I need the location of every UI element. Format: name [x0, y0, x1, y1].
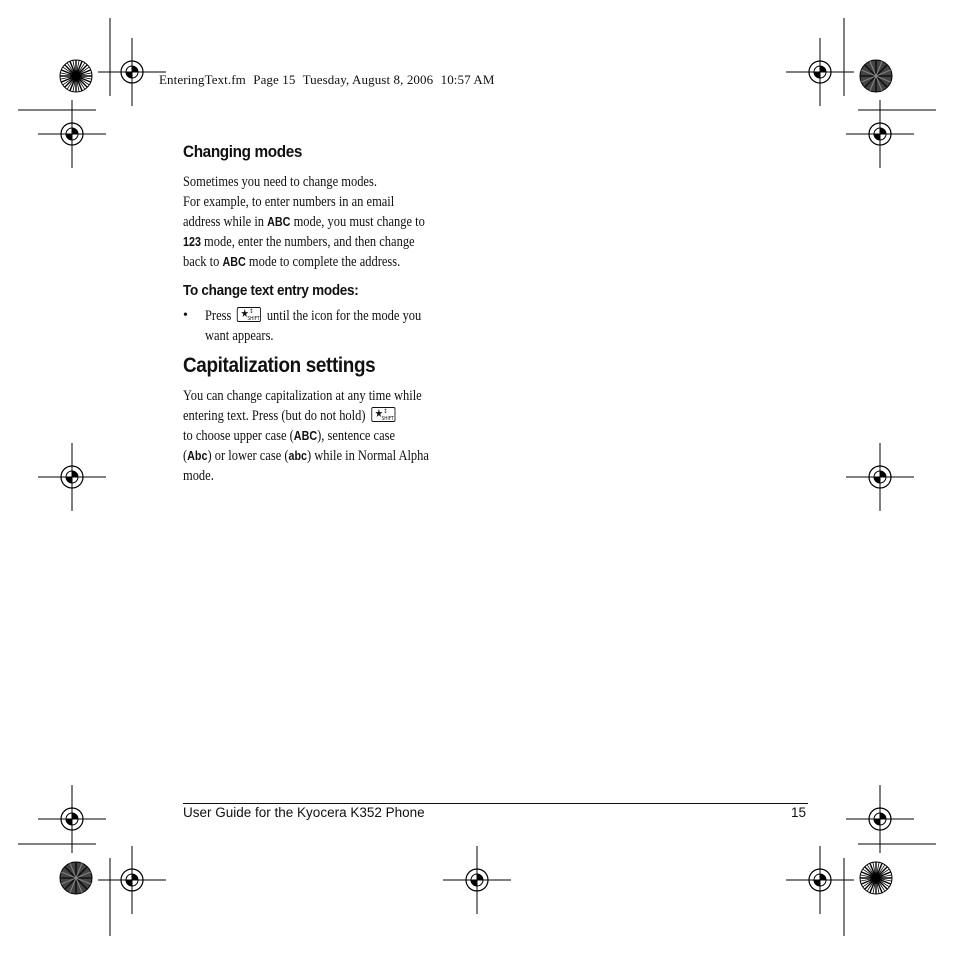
page-number: 15 — [790, 805, 806, 820]
text-run: until the icon for the mode you — [263, 308, 422, 324]
star-shift-key-icon: ★ ↕ SHIFT — [237, 307, 261, 322]
text-run: ) while in Normal Alpha — [307, 448, 429, 464]
mode-label-lower: abc — [288, 449, 308, 463]
paragraph-line: Sometimes you need to change modes. — [183, 174, 377, 190]
paragraph-line — [183, 212, 441, 232]
star-shift-key-icon: ★ ↕ SHIFT — [371, 407, 395, 422]
text-run: Press — [205, 308, 235, 324]
page-content — [183, 142, 483, 486]
text-run: back to — [183, 254, 223, 270]
bullet-dot: • — [183, 308, 188, 323]
paragraph-line: You can change capitalization at any time while — [183, 388, 422, 404]
paragraph-line: mode. — [183, 468, 214, 484]
paragraph-line — [183, 446, 441, 466]
footer-title: User Guide for the Kyocera K352 Phone — [183, 805, 425, 820]
mode-label-123: 123 — [183, 235, 201, 249]
paragraph-line — [205, 306, 444, 326]
text-run: address while in — [183, 214, 268, 230]
text-run: to choose upper case ( — [183, 428, 294, 444]
paragraph-line: want appears. — [205, 328, 274, 344]
footer-rule — [183, 803, 808, 804]
mode-label-sentence: Abc — [187, 449, 208, 463]
file-slug-line — [159, 72, 499, 88]
text-run: mode, enter the numbers, and then change — [200, 234, 415, 250]
text-run: ), sentence case — [317, 428, 396, 444]
bullet-item — [183, 306, 483, 346]
paragraph-line — [183, 406, 441, 426]
paragraph-line — [183, 426, 441, 446]
procedure-heading: To change text entry modes: — [183, 282, 359, 299]
text-run: mode, you must change to — [290, 214, 425, 230]
paragraph-line: For example, to enter numbers in an email — [183, 194, 395, 210]
section-heading-capitalization: Capitalization settings — [183, 354, 376, 377]
text-run: mode to complete the address. — [245, 254, 401, 270]
slug-time: 10:57 AM — [440, 72, 495, 87]
text-run: ( — [183, 448, 188, 464]
text-run: entering text. Press (but do not hold) — [183, 408, 369, 424]
mode-label-abc: ABC — [267, 215, 291, 229]
mode-label-abc: ABC — [222, 255, 246, 269]
slug-filename: EnteringText.fm — [159, 72, 246, 87]
section-heading-changing-modes: Changing modes — [183, 142, 303, 161]
mode-label-upper: ABC — [293, 429, 318, 443]
text-run: ) or lower case ( — [207, 448, 289, 464]
paragraph-line — [183, 232, 441, 252]
slug-page: Page 15 — [253, 72, 296, 87]
paragraph-line — [183, 252, 441, 272]
slug-date: Tuesday, August 8, 2006 — [302, 72, 434, 87]
